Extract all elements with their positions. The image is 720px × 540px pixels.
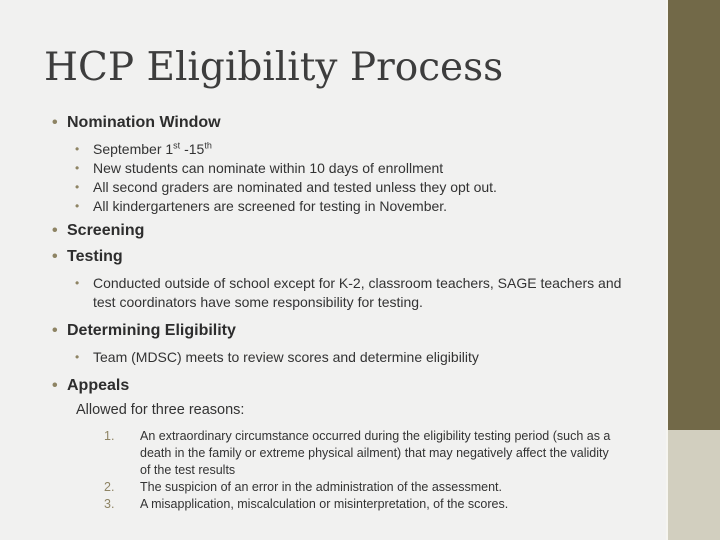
ordinal-suffix: th (204, 140, 212, 151)
section-determining-eligibility (52, 320, 652, 342)
numbered-item (52, 479, 652, 496)
item-text: Conducted outside of school except for K-2, classroom teachers, SAGE teachers and test coordinators have some responsibility for testing. (93, 275, 622, 310)
list-item (52, 140, 652, 159)
list-item (52, 178, 652, 197)
section-label: Determining Eligibility (67, 322, 236, 339)
ordinal-suffix: st (173, 140, 181, 151)
bullet-icon: • (75, 142, 80, 156)
testing-list (52, 274, 652, 312)
slide-content (52, 112, 652, 513)
bullet-icon: • (75, 180, 80, 194)
item-text: The suspicion of an error in the administration of the assessment. (140, 480, 502, 494)
bullet-icon: • (75, 350, 80, 364)
bullet-icon: • (52, 222, 58, 239)
date-text: -15 (180, 141, 205, 157)
bullet-icon: • (75, 161, 80, 175)
bullet-icon: • (52, 248, 58, 265)
section-label: Nomination Window (67, 114, 221, 131)
section-label: Testing (67, 248, 123, 265)
slide-title: HCP Eligibility Process (44, 45, 504, 90)
section-appeals (52, 375, 652, 397)
section-label: Appeals (67, 377, 130, 394)
date-text: September 1 (93, 141, 174, 157)
list-item (52, 348, 652, 367)
determining-list (52, 348, 652, 367)
appeals-intro: Allowed for three reasons: (76, 402, 245, 418)
appeals-reasons-list (52, 428, 652, 513)
bullet-icon: • (75, 276, 80, 290)
item-number: 3. (104, 497, 115, 511)
numbered-item (52, 496, 652, 513)
item-text: A misapplication, miscalculation or misinterpretation, of the scores. (140, 497, 509, 511)
bullet-icon: • (52, 377, 58, 394)
list-item (52, 159, 652, 178)
item-text: All kindergarteners are screened for testing in November. (93, 198, 448, 214)
bullet-icon: • (75, 199, 80, 213)
bullet-icon: • (52, 114, 58, 131)
item-number: 1. (104, 429, 115, 443)
item-number: 2. (104, 480, 115, 494)
item-text: All second graders are nominated and tested unless they opt out. (93, 179, 497, 195)
item-text: An extraordinary circumstance occurred during the eligibility testing period (such as a death in the family or extreme physical ailment) that may negatively affect the validity of the test results (140, 429, 611, 477)
section-screening (52, 220, 652, 242)
accent-side-band-light (668, 430, 720, 540)
item-text: New students can nominate within 10 days of enrollment (93, 160, 444, 176)
section-label: Screening (67, 222, 145, 239)
numbered-item (52, 428, 620, 479)
list-item (52, 197, 652, 216)
section-testing (52, 246, 652, 268)
section-nomination-window (52, 112, 652, 134)
nomination-list (52, 140, 652, 216)
item-text: Team (MDSC) meets to review scores and determine eligibility (93, 349, 479, 365)
bullet-icon: • (52, 322, 58, 339)
list-item (52, 274, 623, 312)
accent-side-divider (666, 0, 668, 540)
